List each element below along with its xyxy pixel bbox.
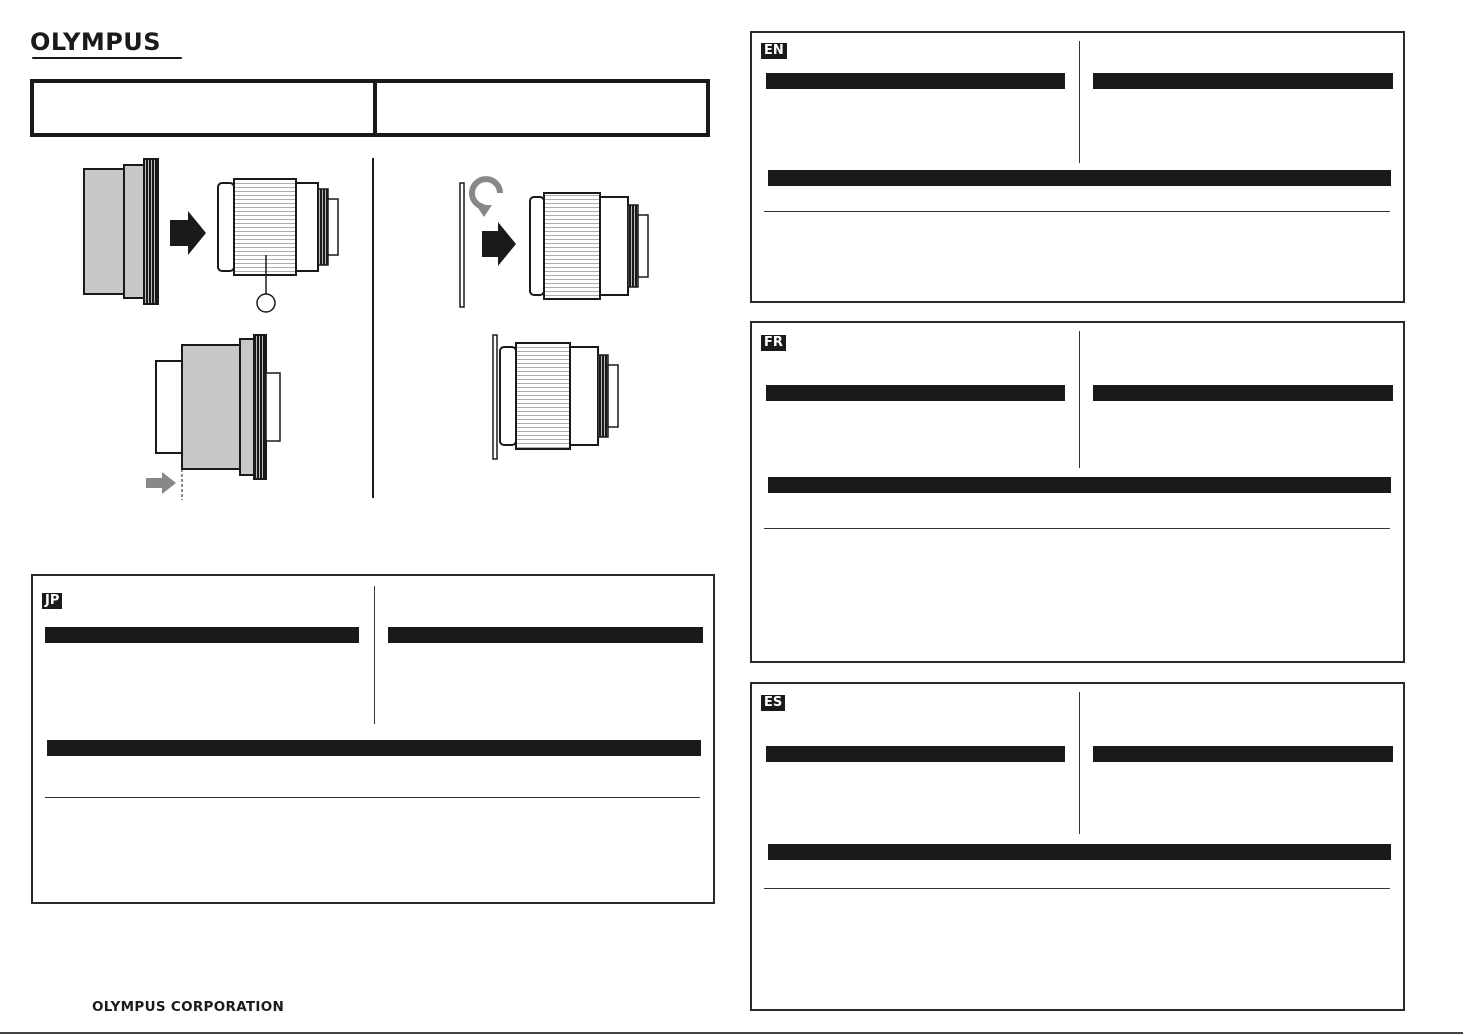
column-divider [1079,331,1080,468]
right-arrow-icon [170,211,206,255]
section-rule [764,211,1390,212]
section-bar [768,844,1391,860]
corporation-name: OLYMPUS CORPORATION [92,999,285,1015]
section-bar [768,170,1391,186]
olympus-logo: OLYMPUS [30,28,162,56]
section-bar [766,385,1065,401]
push-arrow-icon [146,472,176,494]
section-rule [764,888,1390,889]
section-rule [764,528,1390,529]
lang-tag-es: ES [761,695,785,711]
panel-en [750,31,1405,303]
lens-with-cap [493,335,618,459]
column-divider [1079,41,1080,163]
rotate-arrow-icon [472,179,500,207]
section-rule [45,797,700,798]
lang-tag-en: EN [761,43,787,59]
panel-fr [750,321,1405,663]
section-bar [766,73,1065,89]
converter-assembled [146,335,280,500]
right-arrow-icon [482,222,516,266]
logo-underline [32,57,182,59]
column-divider [374,586,375,724]
section-bar [1093,385,1393,401]
lang-tag-fr: FR [761,335,786,351]
section-bar [766,746,1065,762]
title-box [30,79,710,137]
section-bar [1093,73,1393,89]
panel-es [750,682,1405,1011]
section-bar [388,627,703,643]
section-bar [768,477,1391,493]
title-box-divider [373,83,377,133]
column-divider [1079,692,1080,834]
cap-remove-step [460,179,648,307]
section-bar [47,740,701,756]
converter-attach-step [84,159,338,312]
page-bottom-rule [0,1032,1463,1034]
lang-tag-jp: JP [42,593,62,609]
lens-illustrations [30,155,716,505]
section-bar [1093,746,1393,762]
callout-circle [257,294,275,312]
panel-jp [31,574,715,904]
section-bar [45,627,359,643]
